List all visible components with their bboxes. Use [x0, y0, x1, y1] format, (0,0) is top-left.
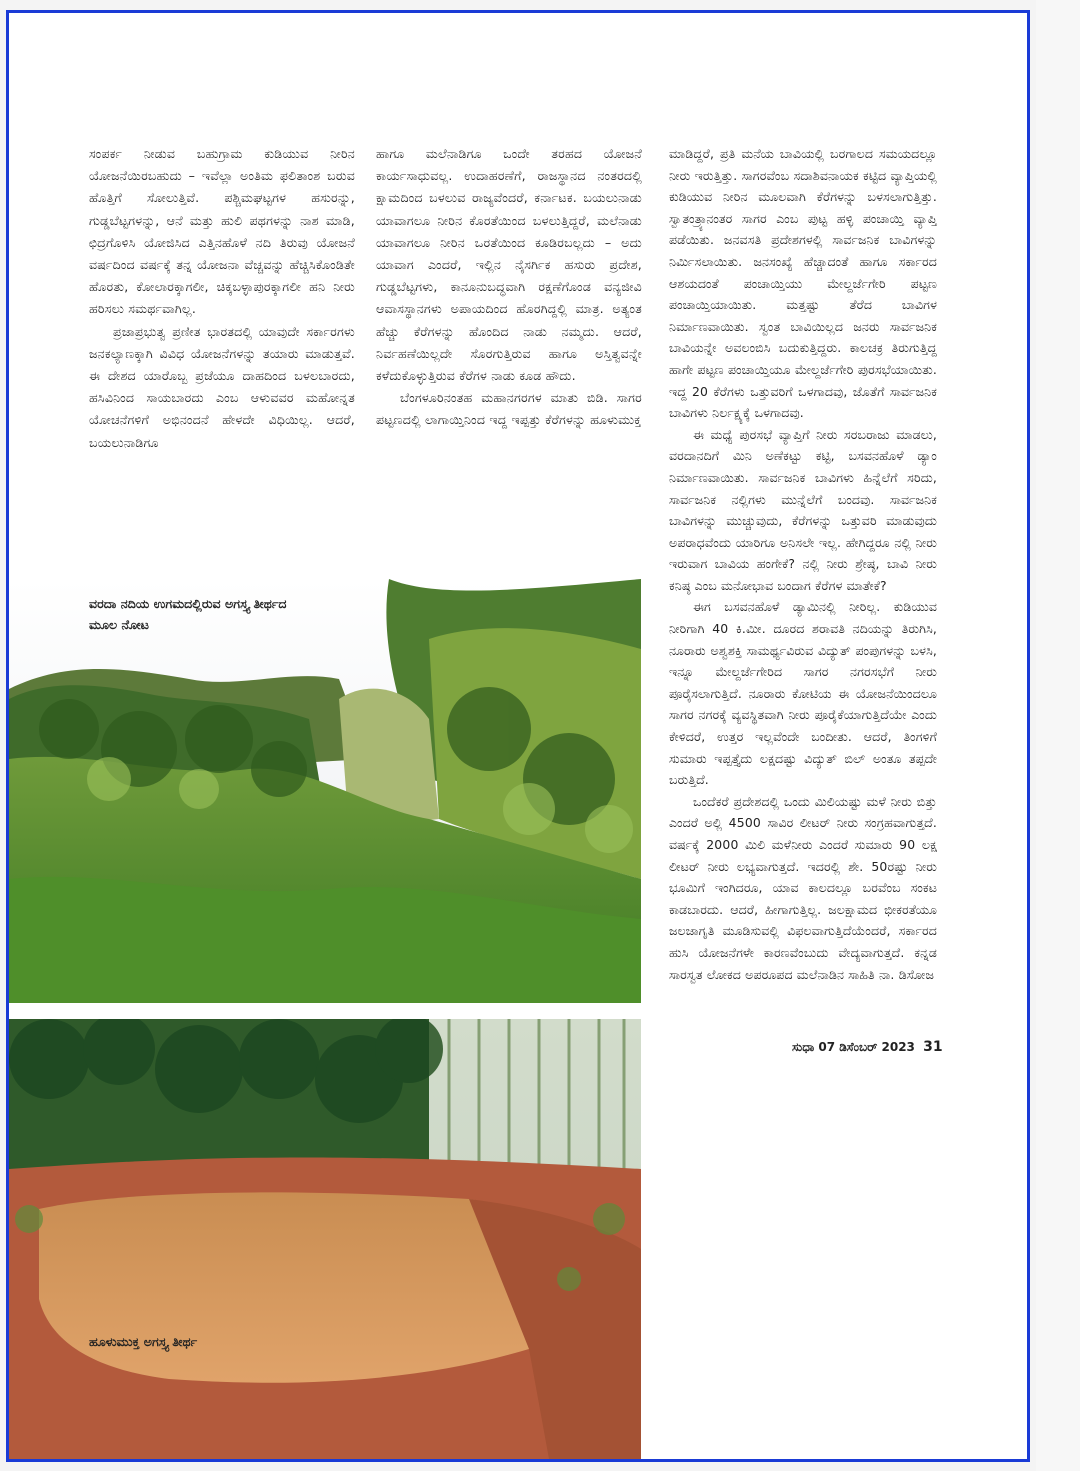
viewer-scroll-gutter[interactable] [1036, 0, 1080, 1471]
bottom-photo-caption: ಹೂಳುಮುಕ್ತ ಅಗಸ್ತ್ಯ ತೀರ್ಥ [89, 1334, 198, 1349]
magazine-page [6, 10, 1030, 1462]
column2-paragraph-1: ಹಾಗೂ ಮಲೆನಾಡಿಗೂ ಒಂದೇ ತರಹದ ಯೋಜನೆ ಕಾರ್ಯಸಾಧುವಲ್ಲ. ಉದಾಹರಣೆಗೆ, ರಾಜಸ್ಥಾನದ ನಂತರದಲ್ಲಿ ಕ್ಷಾಮದಿಂದ ಬಳಲುವ ರಾಜ್ಯವೆಂದರೆ, ಕರ್ನಾಟಕ. ಬಯಲುನಾಡು ಯಾವಾಗಲೂ ನೀರಿನ ಕೊರತೆಯಿಂದ ಬಳಲುತ್ತಿದ್ದರೆ, ಮಲೆನಾಡು ಯಾವಾಗಲೂ ನೀರಿನ ಒರತೆಯಿಂದ ಕೂಡಿರಬಲ್ಲದು – ಅದು ಯಾವಾಗ ಎಂದರೆ, ಇಲ್ಲಿನ ನೈಸರ್ಗಿಕ ಹಸುರು ಪ್ರದೇಶ, ಗುಡ್ಡಬೆಟ್ಟಗಳು, ಕಾನೂನುಬದ್ಧವಾಗಿ ರಕ್ಷಣೆಗೊಂಡ ವನ್ಯಜೀವಿ ಆವಾಸಸ್ಥಾನಗಳು ಅಪಾಯದಿಂದ ಹೊರಗಿದ್ದಲ್ಲಿ ಮಾತ್ರ. ಅತ್ಯಂತ ಹೆಚ್ಚು ಕೆರೆಗಳನ್ನು ಹೊಂದಿದ ನಾಡು ನಮ್ಮದು. ಆದರೆ, ನಿರ್ವಹಣೆಯಿಲ್ಲದೇ ಸೊರಗುತ್ತಿರುವ ಹಾಗೂ ಅಸ್ತಿತ್ವವನ್ನೇ ಕಳೆದುಕೊಳ್ಳುತ್ತಿರುವ ಕೆರೆಗಳ ನಾಡು ಕೂಡ ಹೌದು. [376, 146, 642, 384]
page-footer [792, 1039, 943, 1055]
column2-paragraph-2: ಬೆಂಗಳೂರಿನಂತಹ ಮಹಾನಗರಗಳ ಮಾತು ಬಿಡಿ. ಸಾಗರ ಪಟ್ಟಣದಲ್ಲಿ ಲಾಗಾಯ್ತಿನಿಂದ ಇದ್ದ ಇಪ್ಪತ್ತು ಕೆರೆಗಳನ್ನು ಹೂಳುಮುಕ್ತ [376, 390, 642, 428]
column1-paragraph-1: ಸಂಪರ್ಕ ನೀಡುವ ಬಹುಗ್ರಾಮ ಕುಡಿಯುವ ನೀರಿನ ಯೋಜನೆಯಿರಬಹುದು – ಇವೆಲ್ಲಾ ಅಂತಿಮ ಫಲಿತಾಂಶ ಬರುವ ಹೊತ್ತಿಗೆ ಸೋಲುತ್ತಿವೆ. ಪಶ್ಚಿಮಘಟ್ಟಗಳ ಹಸುರನ್ನು, ಗುಡ್ಡಬೆಟ್ಟಗಳನ್ನು, ಆನೆ ಮತ್ತು ಹುಲಿ ಪಥಗಳನ್ನು ನಾಶ ಮಾಡಿ, ಛಿದ್ರಗೊಳಿಸಿ ಯೋಜಿಸಿದ ಎತ್ತಿನಹೊಳೆ ನದಿ ತಿರುವು ಯೋಜನೆ ವರ್ಷದಿಂದ ವರ್ಷಕ್ಕೆ ತನ್ನ ಯೋಜನಾ ವೆಚ್ಚವನ್ನು ಹೆಚ್ಚಿಸಿಕೊಂಡಿತೇ ಹೊರತು, ಕೋಲಾರಕ್ಕಾಗಲೀ, ಚಿಕ್ಕಬಳ್ಳಾಪುರಕ್ಕಾಗಲೀ ಹನಿ ನೀರು ಹರಿಸಲು ಸಮರ್ಥವಾಗಿಲ್ಲ. [89, 146, 355, 317]
article-column-3 [669, 143, 937, 985]
publication-name-date: ಸುಧಾ 07 ಡಿಸೆಂಬರ್ 2023 [792, 1040, 915, 1054]
column3-paragraph-3: ಈಗ ಬಸವನಹೊಳೆ ಡ್ಯಾಮಿನಲ್ಲಿ ನೀರಿಲ್ಲ. ಕುಡಿಯುವ ನೀರಿಗಾಗಿ 40 ಕಿ.ಮೀ. ದೂರದ ಶರಾವತಿ ನದಿಯನ್ನು ತಿರುಗಿಸಿ, ನೂರಾರು ಅಶ್ವಶಕ್ತಿ ಸಾಮರ್ಥ್ಯವಿರುವ ವಿದ್ಯುತ್ ಪಂಪುಗಳನ್ನು ಬಳಸಿ, ಇನ್ನೂ ಮೇಲ್ದರ್ಜೆಗೇರಿದ ಸಾಗರ ನಗರಸಭೆಗೆ ನೀರು ಪೂರೈಸಲಾಗುತ್ತಿದೆ. ನೂರಾರು ಕೋಟಿಯ ಈ ಯೋಜನೆಯಿಂದಲೂ ಸಾಗರ ನಗರಕ್ಕೆ ವ್ಯವಸ್ಥಿತವಾಗಿ ನೀರು ಪೂರೈಕೆಯಾಗುತ್ತಿದೆಯೇ ಎಂದು ಕೇಳಿದರೆ, ಉತ್ತರ ಇಲ್ಲವೆಂದೇ ಬಂದೀತು. ಆದರೆ, ತಿಂಗಳಿಗೆ ಸುಮಾರು ಇಪ್ಪತ್ತೈದು ಲಕ್ಷದಷ್ಟು ವಿದ್ಯುತ್ ಬಿಲ್ ಅಂತೂ ತಪ್ಪದೇ ಬರುತ್ತಿದೆ. [669, 599, 937, 788]
column3-paragraph-2: ಈ ಮಧ್ಯೆ ಪುರಸಭೆ ವ್ಯಾಪ್ತಿಗೆ ನೀರು ಸರಬರಾಜು ಮಾಡಲು, ವರದಾನದಿಗೆ ಮಿನಿ ಅಣೆಕಟ್ಟು ಕಟ್ಟಿ, ಬಸವನಹೊಳೆ ಡ್ಯಾಂ ನಿರ್ಮಾಣವಾಯಿತು. ಸಾರ್ವಜನಿಕ ಬಾವಿಗಳು ಹಿನ್ನೆಲೆಗೆ ಸರಿದು, ಸಾರ್ವಜನಿಕ ನಲ್ಲಿಗಳು ಮುನ್ನೆಲೆಗೆ ಬಂದವು. ಸಾರ್ವಜನಿಕ ಬಾವಿಗಳನ್ನು ಮುಚ್ಚುವುದು, ಕೆರೆಗಳನ್ನು ಒತ್ತುವರಿ ಮಾಡುವುದು ಅಪರಾಧವೆಂದು ಯಾರಿಗೂ ಅನಿಸಲೇ ಇಲ್ಲ. ಹೇಗಿದ್ದರೂ ನಲ್ಲಿ ನೀರು ಇರುವಾಗ ಬಾವಿಯ ಹಂಗೇಕೆ? ನಲ್ಲಿ ನೀರು ಶ್ರೇಷ್ಠ, ಬಾವಿ ನೀರು ಕನಿಷ್ಠ ಎಂಬ ಮನೋಭಾವ ಬಂದಾಗ ಕೆರೆಗಳ ಮಾತೇಕೆ? [669, 426, 937, 593]
column3-paragraph-1: ಮಾಡಿದ್ದರೆ, ಪ್ರತಿ ಮನೆಯ ಬಾವಿಯಲ್ಲಿ ಬರಗಾಲದ ಸಮಯದಲ್ಲೂ ನೀರು ಇರುತ್ತಿತ್ತು. ಸಾಗರವೆಂಬ ಸದಾಶಿವನಾಯಕ ಕಟ್ಟಿದ ವ್ಯಾಪ್ತಿಯಲ್ಲಿ ಕುಡಿಯುವ ನೀರಿನ ಮೂಲವಾಗಿ ಕೆರೆಗಳನ್ನು ಬಳಸಲಾಗುತ್ತಿತ್ತು. ಸ್ವಾತಂತ್ರ್ಯಾನಂತರ ಸಾಗರ ಎಂಬ ಪುಟ್ಟ ಹಳ್ಳಿ ಪಂಚಾಯ್ತಿ ವ್ಯಾಪ್ತಿ ಪಡೆಯಿತು. ಜನವಸತಿ ಪ್ರದೇಶಗಳಲ್ಲಿ ಸಾರ್ವಜನಿಕ ಬಾವಿಗಳನ್ನು ನಿರ್ಮಿಸಲಾಯಿತು. ಜನಸಂಖ್ಯೆ ಹೆಚ್ಚಾದಂತೆ ಹಾಗೂ ಸರ್ಕಾರದ ಆಶಯದಂತೆ ಪಂಚಾಯ್ತಿಯು ಮೇಲ್ದರ್ಜೆಗೇರಿ ಪಟ್ಟಣ ಪಂಚಾಯ್ತಿಯಾಯಿತು. ಮತ್ತಷ್ಟು ತೆರೆದ ಬಾವಿಗಳ ನಿರ್ಮಾಣವಾಯಿತು. ಸ್ವಂತ ಬಾವಿಯಿಲ್ಲದ ಜನರು ಸಾರ್ವಜನಿಕ ಬಾವಿಯನ್ನೇ ಅವಲಂಬಿಸಿ ಬದುಕುತ್ತಿದ್ದರು. ಕಾಲಚಕ್ರ ತಿರುಗುತ್ತಿದ್ದ ಹಾಗೇ ಪಟ್ಟಣ ಪಂಚಾಯ್ತಿಯೂ ಮೇಲ್ದರ್ಜೆಗೇರಿ ಪುರಸಭೆಯಾಯಿತು. ಇದ್ದ 20 ಕೆರೆಗಳು ಒತ್ತುವರಿಗೆ ಒಳಗಾದವು, ಜೊತೆಗೆ ಸಾರ್ವಜನಿಕ ಬಾವಿಗಳು ನಿರ್ಲಕ್ಷ್ಯಕ್ಕೆ ಒಳಗಾದವು. [669, 146, 937, 421]
top-photo-caption: ವರದಾ ನದಿಯ ಉಗಮದಲ್ಲಿರುವ ಅಗಸ್ತ್ಯ ತೀರ್ಥದ ಮೂಲ ನೋಟ [89, 596, 287, 632]
article-column-2 [376, 143, 642, 432]
page-number: 31 [923, 1039, 943, 1055]
column3-paragraph-4: ಒಂದೆಕರೆ ಪ್ರದೇಶದಲ್ಲಿ ಒಂದು ಮಿಲಿಯಷ್ಟು ಮಳೆ ನೀರು ಬಿತ್ತು ಎಂದರೆ ಅಲ್ಲಿ 4500 ಸಾವಿರ ಲೀಟರ್ ನೀರು ಸಂಗ್ರಹವಾಗುತ್ತದೆ. ವರ್ಷಕ್ಕೆ 2000 ಮಿಲಿ ಮಳೆನೀರು ಎಂದರೆ ಸುಮಾರು 90 ಲಕ್ಷ ಲೀಟರ್ ನೀರು ಲಭ್ಯವಾಗುತ್ತದೆ. ಇದರಲ್ಲಿ ಶೇ. 50ರಷ್ಟು ನೀರು ಭೂಮಿಗೆ ಇಂಗಿದರೂ, ಯಾವ ಕಾಲದಲ್ಲೂ ಬರವೆಂಬ ಸಂಕಟ ಕಾಡಬಾರದು. ಆದರೆ, ಹೀಗಾಗುತ್ತಿಲ್ಲ. ಜಲಕ್ಷಾಮದ ಭೀಕರತೆಯೂ ಜಲಜಾಗೃತಿ ಮೂಡಿಸುವಲ್ಲಿ ವಿಫಲವಾಗುತ್ತಿದೆಯೆಂದರೆ, ಸರ್ಕಾರದ ಹುಸಿ ಯೋಜನೆಗಳೇ ಕಾರಣವೆಂಬುದು ವೇದ್ಯವಾಗುತ್ತದೆ. ಕನ್ನಡ ಸಾರಸ್ವತ ಲೋಕದ ಅಪರೂಪದ ಮಲೆನಾಡಿನ ಸಾಹಿತಿ ನಾ. ಡಿಸೋಜ [669, 793, 937, 982]
photo-agasthya-teertha-original [9, 579, 641, 1003]
photo-agasthya-teertha-desilted [9, 1019, 641, 1459]
article-column-1 [89, 143, 355, 454]
column1-paragraph-2: ಪ್ರಜಾಪ್ರಭುತ್ವ ಪ್ರಣೀತ ಭಾರತದಲ್ಲಿ ಯಾವುದೇ ಸರ್ಕಾರಗಳು ಜನಕಲ್ಯಾಣಕ್ಕಾಗಿ ವಿವಿಧ ಯೋಜನೆಗಳನ್ನು ತಯಾರು ಮಾಡುತ್ತವೆ. ಈ ದೇಶದ ಯಾರೊಬ್ಬ ಪ್ರಜೆಯೂ ದಾಹದಿಂದ ಬಳಲಬಾರದು, ಹಸಿವಿನಿಂದ ಸಾಯಬಾರದು ಎಂಬ ಆಳುವವರ ಮಹೋನ್ನತ ಯೋಚನೆಗಳಿಗೆ ಅಭಿನಂದನೆ ಹೇಳದೇ ವಿಧಿಯಿಲ್ಲ. ಆದರೆ, ಬಯಲುನಾಡಿಗೂ [89, 323, 355, 450]
